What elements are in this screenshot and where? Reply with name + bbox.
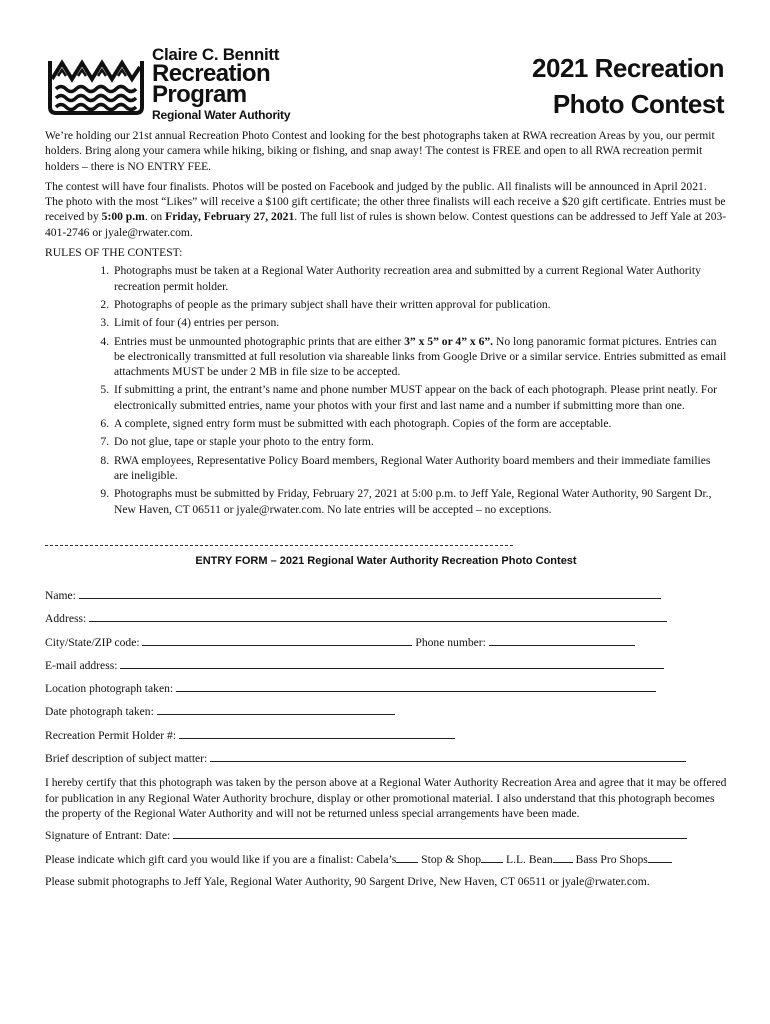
cut-line-divider [45, 545, 513, 546]
recreation-logo-icon [46, 49, 146, 117]
submit-instructions: Please submit photographs to Jeff Yale, Regional Water Authority, 90 Sargent Drive, New Haven, CT 06511 or jyale@rwater.com. [45, 874, 650, 888]
signature-label: Signature of Entrant: Date: [45, 829, 171, 843]
description-field[interactable] [210, 750, 686, 762]
name-row [45, 587, 727, 610]
description-label: Brief description of subject matter: [45, 752, 208, 766]
rules-list [45, 263, 727, 516]
gift-option-label: L.L. Bean [506, 852, 553, 866]
permit-label: Recreation Permit Holder #: [45, 728, 177, 742]
rwa-logo [46, 46, 306, 120]
date-label: Date photograph taken: [45, 705, 154, 719]
giftcard-prompt: Please indicate which gift card you would like if you are a finalist: [45, 852, 354, 866]
gift-option-label: Cabela’s [356, 852, 397, 866]
print-sizes: 3” x 5” or 4” x 6”. [404, 334, 494, 348]
deadline-time: 5:00 p.m [101, 210, 145, 224]
email-label: E-mail address: [45, 658, 118, 672]
location-label: Location photograph taken: [45, 682, 174, 696]
logo-wordmark [152, 46, 290, 122]
address-label: Address: [45, 612, 87, 626]
rule-item: 8. RWA employees, Representative Policy Board members, Regional Water Authority board members and their immediate families are ineligible. [112, 453, 727, 484]
rules-heading: RULES OF THE CONTEST: [45, 246, 183, 260]
location-row [45, 680, 727, 703]
gift-option-llbean[interactable] [553, 851, 573, 863]
intro-text: . on [144, 210, 166, 224]
intro-text: The contest will have four finalists. Photos will be posted on Facebook and judged by the public. All finalists will be announced in April 2021. The photo with the most “Likes” will receive a $100 gift certificate; the other three finalists will each receive a $20 gift certificate. Entries must be received by [45, 179, 726, 224]
name-field[interactable] [79, 587, 661, 599]
email-field[interactable] [120, 657, 664, 669]
city-field[interactable] [142, 634, 412, 646]
gift-option-bass-pro[interactable] [648, 851, 672, 863]
address-field[interactable] [89, 610, 667, 622]
address-row [45, 610, 727, 633]
title-line-1: 2021 Recreation [532, 53, 724, 83]
flyer-body [45, 128, 727, 520]
logo-name: Claire C. Bennitt [152, 45, 280, 64]
entry-form-title: ENTRY FORM – 2021 Regional Water Authority Recreation Photo Contest [195, 555, 577, 567]
email-row [45, 657, 727, 680]
date-field[interactable] [157, 703, 395, 715]
phone-label: Phone number: [415, 635, 486, 649]
entry-form [45, 587, 727, 897]
logo-authority: Regional Water Authority [152, 108, 291, 122]
permit-field[interactable] [179, 727, 455, 739]
city-phone-row [45, 634, 727, 657]
name-label: Name: [45, 589, 76, 602]
giftcard-row [45, 851, 727, 874]
rule-item: 1. Photographs must be taken at a Regional Water Authority recreation area and submitted by a current Regional Water Authority recreation permit holder. [112, 263, 727, 294]
gift-option-stop-shop[interactable] [481, 851, 503, 863]
page-title [532, 50, 724, 122]
intro-text: . The full list of rules is shown below. Contest questions can be addressed to Jeff Yale at 203-401-2746 or jyale@rwater.com. [45, 210, 727, 239]
signature-field[interactable] [173, 827, 687, 839]
rule-item: 3. Limit of four (4) entries per person. [112, 315, 727, 330]
location-field[interactable] [176, 680, 656, 692]
logo-line-recreation: Recreation [152, 60, 271, 87]
signature-row [45, 827, 727, 850]
intro-paragraph-1: We’re holding our 21st annual Recreation Photo Contest and looking for the best photographs taken at RWA recreation Areas by you, our permit holders. Bring along your camera while hiking, biking or fishing, and snap away! The contest is FREE and open to all RWA recreation permit holders – there is NO ENTRY FEE. [45, 129, 715, 173]
gift-option-label: Stop & Shop [421, 852, 482, 866]
rule-item: 5. If submitting a print, the entrant’s name and phone number MUST appear on the back of each photograph. Please print neatly. For electronically submitted entries, name your photos with your first and last name and a number if submitting more than one. [112, 382, 727, 413]
gift-option-label: Bass Pro Shops [575, 852, 648, 866]
rule-item [112, 334, 727, 380]
description-row [45, 750, 727, 773]
rule-text: No long panoramic format pictures. Entries can be electronically transmitted at full resolution via shareable links from Google Drive or a similar service. Entries submitted as email attachments MUST be under 2 MB in file size to be accepted. [114, 334, 727, 379]
intro-paragraph-2 [45, 179, 727, 240]
rule-item: 7. Do not glue, tape or staple your photo to the entry form. [112, 434, 727, 449]
city-label: City/State/ZIP code: [45, 635, 140, 649]
permit-row [45, 727, 727, 750]
gift-option-cabelas[interactable] [396, 851, 418, 863]
rule-item: 2. Photographs of people as the primary subject shall have their written approval for publication. [112, 297, 727, 312]
title-line-2: Photo Contest [552, 89, 724, 119]
certification-text: I hereby certify that this photograph was taken by the person above at a Regional Water Authority Recreation Area and agree that it may be offered for publication in any Regional Water Authority brochure, display or other promotional material. I also understand that this photograph becomes the property of the Regional Water Authority and will not be returned unless special arrangements have been made. [45, 776, 727, 820]
deadline-date: Friday, February 27, 2021 [165, 210, 295, 224]
rule-text: Entries must be unmounted photographic prints that are either [114, 334, 405, 348]
rule-item: 6. A complete, signed entry form must be submitted with each photograph. Copies of the form are acceptable. [112, 416, 727, 431]
logo-line-program: Program [152, 81, 247, 108]
rule-item: 9. Photographs must be submitted by Friday, February 27, 2021 at 5:00 p.m. to Jeff Yale, Regional Water Authority, 90 Sargent Dr., New Haven, CT 06511 or jyale@rwater.com. No late entries will be accepted – no exceptions. [112, 486, 727, 517]
date-row [45, 703, 727, 726]
phone-field[interactable] [489, 634, 635, 646]
